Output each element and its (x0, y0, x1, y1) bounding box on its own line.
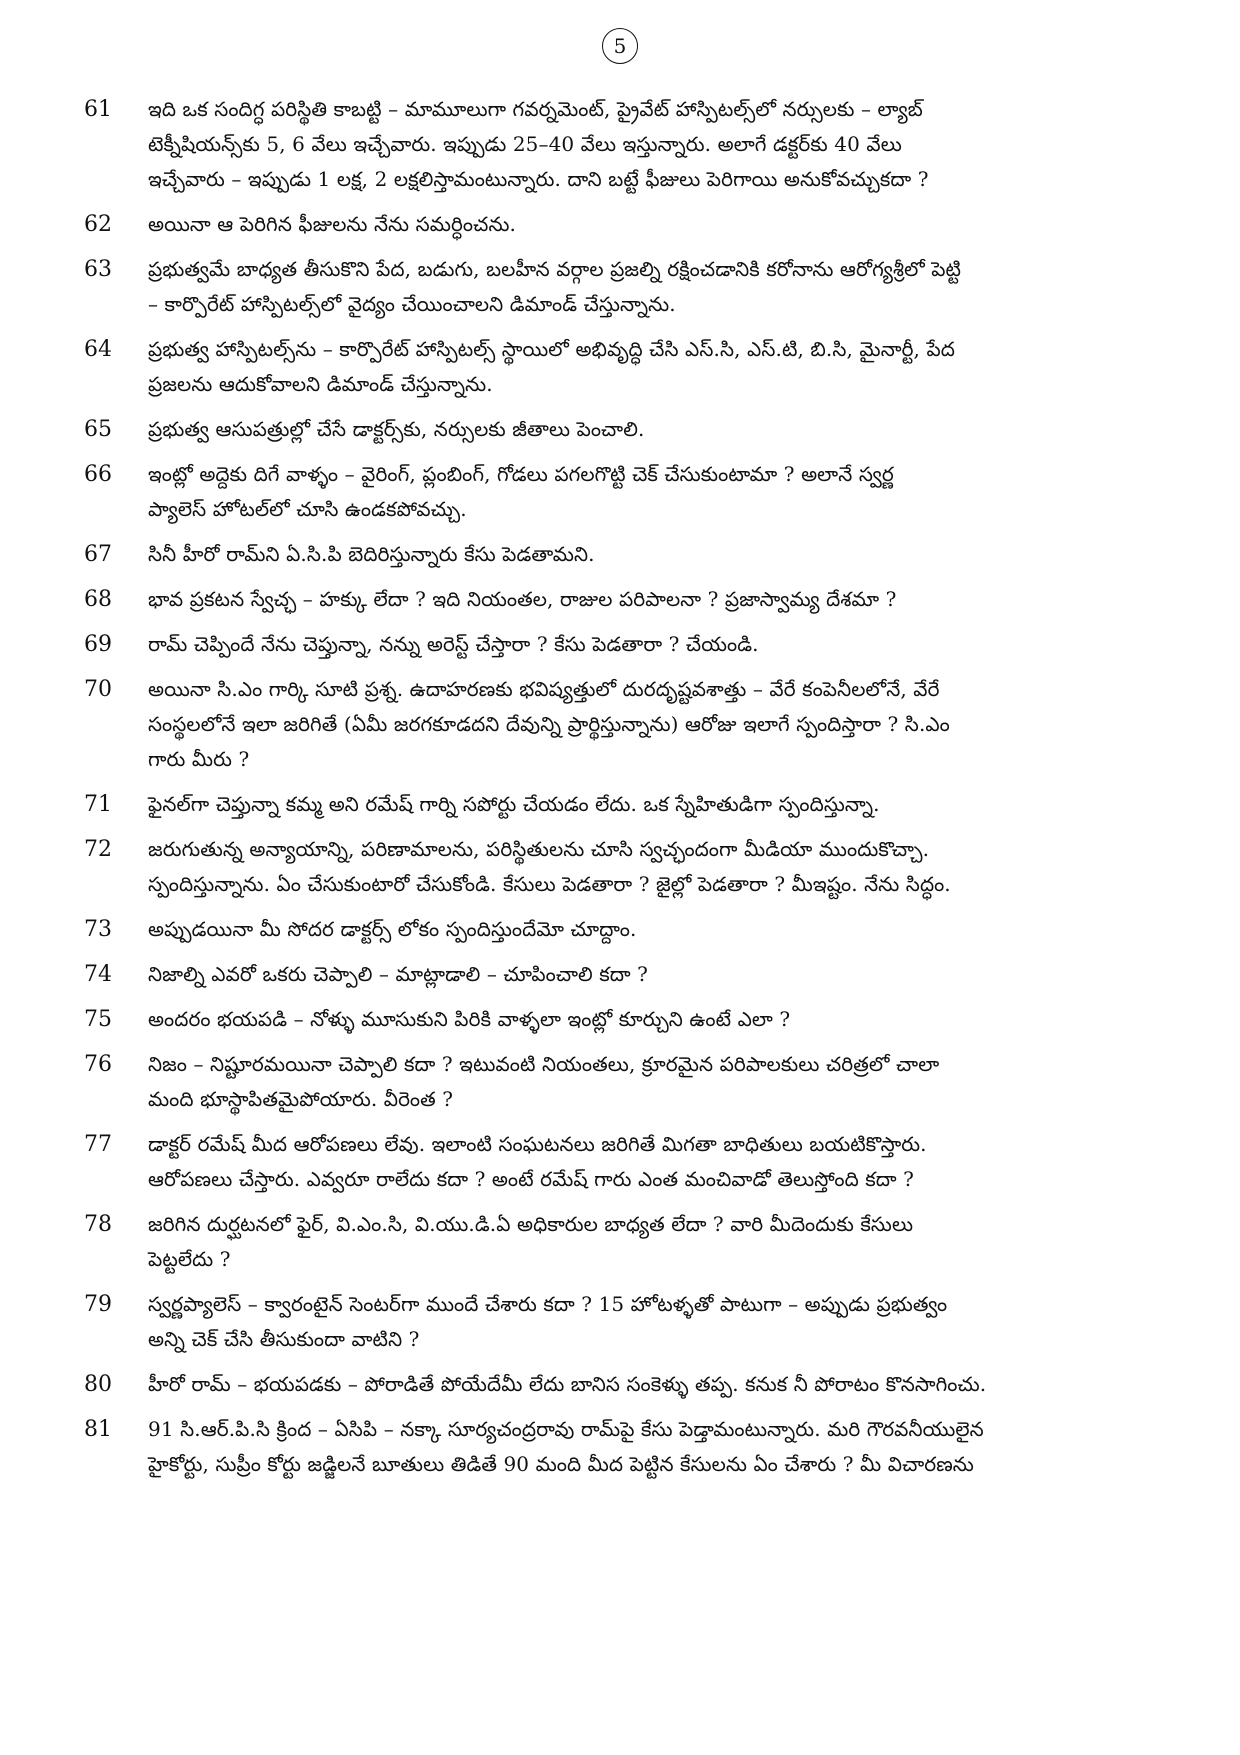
text-line: నిజాల్ని ఎవరో ఒకరు చెప్పాలి – మాట్లాడాలి – చూపించాలి కదా ? (148, 962, 648, 986)
text-line: మంది భూస్థాపితమైపోయారు. వీరెంత ? (148, 1087, 454, 1111)
list-item (84, 1047, 1164, 1117)
item-number: 77 (84, 1132, 112, 1157)
item-number: 78 (84, 1212, 112, 1237)
item-number: 80 (84, 1372, 112, 1397)
text-line: సంస్థలలోనే ఇలా జరిగితే (ఏమీ జరగకూడదని దేవున్ని ప్రార్థిస్తున్నాను) ఆరోజు ఇలాగే స్పందిస్తారా ? సి.ఎం (148, 712, 950, 736)
item-text (148, 582, 1164, 617)
text-line: భావ ప్రకటన స్వేచ్ఛ – హక్కు లేదా ? ఇది నియంతల, రాజుల పరిపాలనా ? ప్రజాస్వామ్య దేశమా ? (148, 587, 897, 611)
list-item (84, 787, 1164, 822)
item-number: 64 (84, 337, 112, 362)
item-text (148, 1207, 1164, 1277)
list-item (84, 1367, 1164, 1402)
text-line: హైకోర్టు, సుప్రీం కోర్టు జడ్జిలనే బూతులు తిడితే 90 మంది మీద పెట్టిన కేసులను ఏం చేశారు ? మీ విచారణను (148, 1452, 974, 1476)
item-spacer (84, 662, 1164, 672)
text-line: అయినా సి.ఎం గార్కి సూటి ప్రశ్న. ఉదాహరణకు భవిష్యత్తులో దురదృష్టవశాత్తు – వేరే కంపెనీలలోనే, వేరే (148, 677, 940, 701)
item-spacer (84, 527, 1164, 537)
item-number: 81 (84, 1417, 112, 1442)
text-line: సినీ హీరో రామ్‌ని ఏ.సి.పి బెదిరిస్తున్నారు కేసు పెడతామని. (148, 542, 595, 566)
item-number: 69 (84, 632, 112, 657)
item-spacer (84, 1037, 1164, 1047)
item-number: 62 (84, 212, 112, 237)
text-line: పెట్టలేదు ? (148, 1247, 231, 1271)
text-line: హీరో రామ్ – భయపడకు – పోరాడితే పోయేదేమీ లేదు బానిస సంకెళ్ళు తప్ప. కనుక నీ పోరాటం కొనసాగించు. (148, 1372, 987, 1396)
item-text (148, 92, 1164, 197)
item-text (148, 457, 1164, 527)
item-number: 72 (84, 837, 112, 862)
item-spacer (84, 402, 1164, 412)
list-item (84, 92, 1164, 197)
text-line: – కార్పొరేట్ హాస్పిటల్స్‌లో వైద్యం చేయించాలని డిమాండ్ చేస్తున్నాను. (148, 292, 676, 316)
text-line: ప్రభుత్వమే బాధ్యత తీసుకొని పేద, బడుగు, బలహీన వర్గాల ప్రజల్ని రక్షించడానికి కరోనాను ఆరోగ్యశ్రీలో పెట్టి (148, 257, 962, 281)
text-line: ప్రభుత్వ హాస్పిటల్స్‌ను – కార్పొరేట్ హాస్పిటల్స్ స్థాయిలో అభివృద్ధి చేసి ఎస్.సి, ఎస్.టి, బి.సి, మైనార్టీ, పేద (148, 337, 955, 361)
item-number: 79 (84, 1292, 112, 1317)
list-item (84, 1287, 1164, 1357)
list-item (84, 957, 1164, 992)
item-spacer (84, 197, 1164, 207)
item-number: 74 (84, 962, 112, 987)
item-spacer (84, 947, 1164, 957)
text-line: ఇచ్చేవారు – ఇప్పుడు 1 లక్ష, 2 లక్షలిస్తామంటున్నారు. దాని బట్టే ఫీజులు పెరిగాయి అనుకోవచ్చుకదా ? (148, 167, 929, 191)
item-text (148, 787, 1164, 822)
item-number: 66 (84, 462, 112, 487)
page-number (602, 28, 638, 64)
list-item (84, 457, 1164, 527)
text-line: అందరం భయపడి – నోళ్ళు మూసుకుని పిరికి వాళ్ళలా ఇంట్లో కూర్చుని ఉంటే ఎలా ? (148, 1007, 791, 1031)
item-number: 73 (84, 917, 112, 942)
text-line: అప్పుడయినా మీ సోదర డాక్టర్స్ లోకం స్పందిస్తుందేమో చూద్దాం. (148, 917, 637, 941)
text-line: నిజం – నిష్టూరమయినా చెప్పాలి కదా ? ఇటువంటి నియంతలు, క్రూరమైన పరిపాలకులు చరిత్రలో చాలా (148, 1052, 940, 1076)
list-item (84, 672, 1164, 777)
item-text (148, 957, 1164, 992)
item-text (148, 627, 1164, 662)
list-item (84, 207, 1164, 242)
list-item (84, 332, 1164, 402)
text-line: టెక్నీషియన్స్‌కు 5, 6 వేలు ఇచ్చేవారు. ఇప్పుడు 25–40 వేలు ఇస్తున్నారు. అలాగే డక్టర్‌కు 40 వేలు (148, 132, 902, 156)
text-line: 91 సి.ఆర్.పి.సి క్రింద – ఏసిపి – నక్కా సూర్యచంద్రరావు రామ్‌పై కేసు పెడ్తామంటున్నారు. మరి గౌరవనీయులైన (148, 1417, 984, 1441)
text-line: రామ్ చెప్పిందే నేను చెప్తున్నా, నన్ను అరెస్ట్ చేస్తారా ? కేసు పెడతారా ? చేయండి. (148, 632, 759, 656)
text-line: జరిగిన దుర్ఘటనలో ఫైర్, వి.ఎం.సి, వి.యు.డి.ఏ అధికారుల బాధ్యత లేదా ? వారి మీదెందుకు కేసులు (148, 1212, 914, 1236)
item-text (148, 1002, 1164, 1037)
list-item (84, 537, 1164, 572)
item-spacer (84, 572, 1164, 582)
item-spacer (84, 1402, 1164, 1412)
item-number: 71 (84, 792, 112, 817)
text-line: అయినా ఆ పెరిగిన ఫీజులను నేను సమర్ధించను. (148, 212, 516, 236)
item-spacer (84, 1117, 1164, 1127)
item-number: 76 (84, 1052, 112, 1077)
item-number: 70 (84, 677, 112, 702)
item-number: 61 (84, 97, 112, 122)
item-spacer (84, 617, 1164, 627)
list-item (84, 627, 1164, 662)
item-spacer (84, 992, 1164, 1002)
text-line: అన్ని చెక్ చేసి తీసుకుందా వాటిని ? (148, 1327, 420, 1351)
text-line: ప్రజలను ఆదుకోవాలని డిమాండ్ చేస్తున్నాను. (148, 372, 493, 396)
item-number: 63 (84, 257, 112, 282)
item-text (148, 252, 1164, 322)
text-line: గారు మీరు ? (148, 747, 250, 771)
item-number: 68 (84, 587, 112, 612)
list-item (84, 1127, 1164, 1197)
item-text (148, 672, 1164, 777)
item-spacer (84, 242, 1164, 252)
list-item (84, 412, 1164, 447)
list-item (84, 912, 1164, 947)
list-item (84, 832, 1164, 902)
item-text (148, 832, 1164, 902)
text-line: స్పందిస్తున్నాను. ఏం చేసుకుంటారో చేసుకోండి. కేసులు పెడతారా ? జైల్లో పెడతారా ? మీఇష్టం. నేను సిద్ధం. (148, 872, 951, 896)
item-text (148, 1047, 1164, 1117)
item-spacer (84, 1197, 1164, 1207)
item-text (148, 537, 1164, 572)
item-text (148, 1367, 1164, 1402)
item-number: 75 (84, 1007, 112, 1032)
text-line: ప్రభుత్వ ఆసుపత్రుల్లో చేసే డాక్టర్స్‌కు, నర్సులకు జీతాలు పెంచాలి. (148, 417, 645, 441)
item-text (148, 412, 1164, 447)
text-line: జరుగుతున్న అన్యాయాన్ని, పరిణామాలను, పరిస్థితులను చూసి స్వచ్ఛందంగా మీడియా ముందుకొచ్చా. (148, 837, 930, 861)
item-spacer (84, 822, 1164, 832)
list-item (84, 1002, 1164, 1037)
text-line: ఇంట్లో అద్దెకు దిగే వాళ్ళం – వైరింగ్, ప్లంబింగ్, గోడలు పగలగొట్టి చెక్ చేసుకుంటామా ? అలానే స్వర్ణ (148, 462, 894, 486)
text-line: ఫైనల్‌గా చెప్తున్నా కమ్మ అని రమేష్ గార్ని సపోర్టు చేయడం లేదు. ఒక స్నేహితుడిగా స్పందిస్తున్నా. (148, 792, 880, 816)
item-spacer (84, 322, 1164, 332)
item-text (148, 912, 1164, 947)
list-item (84, 582, 1164, 617)
item-spacer (84, 777, 1164, 787)
item-spacer (84, 1357, 1164, 1367)
item-text (148, 207, 1164, 242)
text-line: డాక్టర్ రమేష్ మీద ఆరోపణలు లేవు. ఇలాంటి సంఘటనలు జరిగితే మిగతా బాధితులు బయటికొస్తారు. (148, 1132, 927, 1156)
list-item (84, 1207, 1164, 1277)
text-line: ఇది ఒక సందిగ్ధ పరిస్థితి కాబట్టి – మామూలుగా గవర్నమెంట్, ప్రైవేట్ హాస్పిటల్స్‌లో నర్సులకు – ల్యాబ్ (148, 97, 923, 121)
numbered-list (84, 92, 1164, 1482)
item-spacer (84, 1277, 1164, 1287)
text-line: ప్యాలెస్ హోటల్‌లో చూసి ఉండకపోవచ్చు. (148, 497, 467, 521)
item-text (148, 1412, 1164, 1482)
item-text (148, 1287, 1164, 1357)
item-spacer (84, 902, 1164, 912)
text-line: ఆరోపణలు చేస్తారు. ఎవ్వరూ రాలేదు కదా ? అంటే రమేష్ గారు ఎంత మంచివాడో తెలుస్తోంది కదా ? (148, 1167, 914, 1191)
item-spacer (84, 447, 1164, 457)
page-number-text: 5 (613, 34, 627, 58)
list-item (84, 1412, 1164, 1482)
item-text (148, 332, 1164, 402)
item-text (148, 1127, 1164, 1197)
item-number: 67 (84, 542, 112, 567)
list-item (84, 252, 1164, 322)
text-line: స్వర్ణప్యాలెస్ – క్వారంటైన్ సెంటర్‌గా ముందే చేశారు కదా ? 15 హోటళ్ళతో పాటుగా – అప్పుడు ప్రభుత్వం (148, 1292, 948, 1316)
item-number: 65 (84, 417, 112, 442)
